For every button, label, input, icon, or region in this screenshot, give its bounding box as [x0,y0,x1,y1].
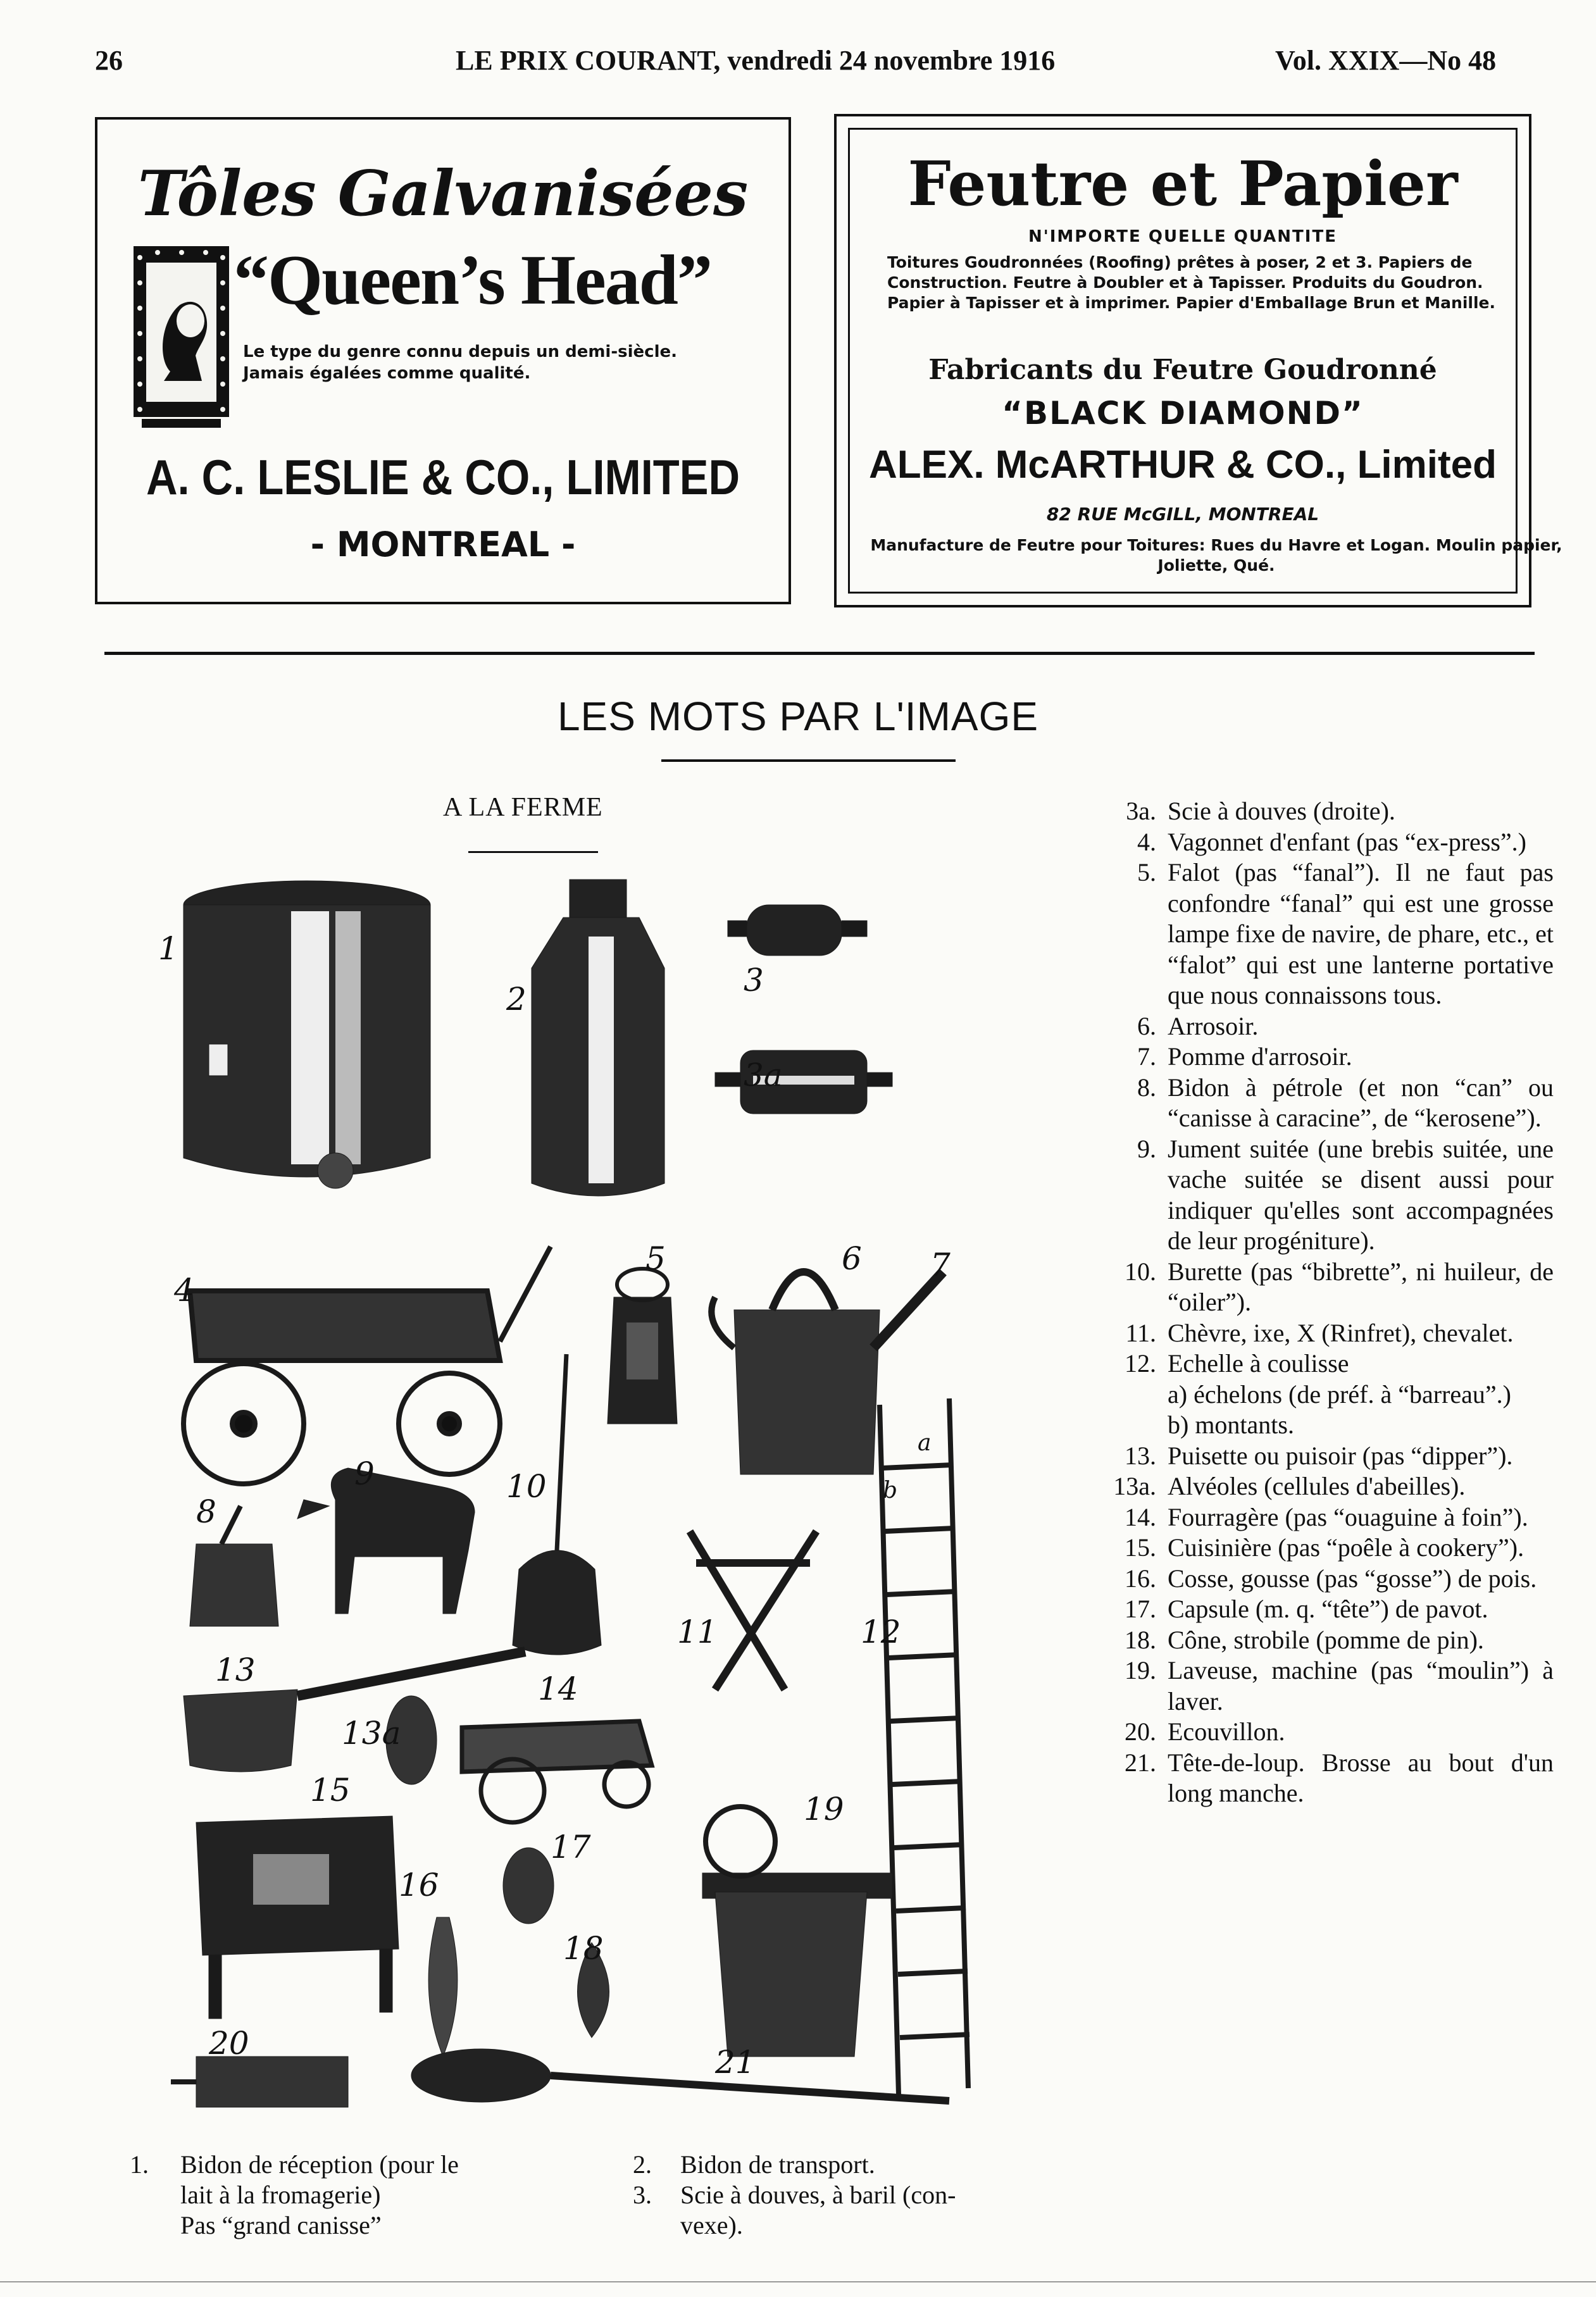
ad-fabricants: Fabricants du Feutre Goudronné [928,354,1437,386]
legend-item [1111,1594,1554,1625]
item-text [180,2150,459,2241]
legend-text: Alvéoles (cellules d'abeilles). [1168,1472,1466,1500]
cosse-icon [428,1917,458,2057]
illus-label-12: 12 [861,1614,901,1650]
legend-number [1111,1379,1168,1410]
legend-number: 13. [1125,1441,1156,1470]
legend-item [1111,1318,1554,1349]
legend-text: Fourragère (pas “ouaguine à foin”). [1168,1502,1528,1531]
legend-number: 19. [1125,1656,1156,1684]
ad-city: - MONTREAL - [310,525,576,564]
ad-company: A. C. LESLIE & CO., LIMITED [146,449,740,505]
illus-label-21: 21 [715,2044,756,2081]
queens-head-stamp-icon [132,245,230,428]
advertisement-toles-galvanisees [95,117,791,604]
section-subtitle: A LA FERME [443,793,603,822]
advertisement-feutre-papier [834,114,1562,607]
legend-number: 10. [1125,1257,1156,1286]
ad-title: Tôles Galvanisées [137,158,749,230]
item-text [680,2180,956,2241]
legend-item [1111,1441,1554,1472]
laveuse-icon [702,1807,892,2057]
legend-text: Scie à douves (droite). [1168,797,1395,825]
scie-douves-icon [715,905,892,1114]
legend-text: Cosse, gousse (pas “gosse”) de pois. [1168,1564,1537,1593]
legend-text: Arrosoir. [1168,1011,1259,1040]
item-text-line: Bidon de transport. [680,2150,875,2179]
arrosoir-icon [711,1272,943,1474]
subtitle-underline [468,851,598,853]
legend-number: 5. [1137,858,1156,887]
illus-label-6: 6 [842,1240,862,1277]
legend-text: Cuisinière (pas “poêle à cookery”). [1168,1533,1524,1562]
ad-paragraph: Toitures Goudronnées (Roofing) prêtes à poser, 2 et 3. Papiers de Construction. Feutre à Doubler et à Tapisser. Produits du Goudron. Papier à Tapisser et à imprimer. Papier d'Emballage Brun et Manille. [887,253,1496,312]
legend-number [1111,1410,1168,1441]
legend-number: 16. [1125,1564,1156,1593]
legend-number: 3a. [1126,797,1156,825]
legend-number: 18. [1125,1625,1156,1654]
legend-text: Cône, strobile (pomme de pin). [1168,1625,1484,1654]
legend-item [1111,1042,1554,1073]
legend-text: Ecouvillon. [1168,1717,1285,1746]
ad-tagline-line: Jamais égalées comme qualité. [243,364,531,383]
volume-number: Vol. XXIX—No 48 [1275,45,1497,76]
illus-label-1: 1 [158,930,178,967]
legend-text: Pomme d'arrosoir. [1168,1042,1352,1071]
legend-number: 6. [1137,1011,1156,1040]
ad-manufacture: Manufacture de Feutre pour Toitures: Rues du Havre et Logan. Moulin papier, Joliette, Qué. [870,536,1562,575]
legend-number: 12. [1125,1349,1156,1378]
legend-text: Chèvre, ixe, X (Rinfret), chevalet. [1168,1318,1514,1347]
tete-de-loup-icon [411,2049,949,2102]
ad-title: Feutre et Papier [907,148,1458,220]
legend-item [1111,1257,1554,1318]
legend-text: Puisette ou puisoir (pas “dipper”). [1168,1441,1513,1470]
legend-text: Laveuse, machine (pas “moulin”) à laver. [1168,1656,1554,1715]
illus-label-13: 13 [215,1652,256,1688]
falot-icon [608,1269,677,1424]
item-number: 1. [130,2150,149,2179]
bidon-transport-icon [532,880,664,1196]
section-title: LES MOTS PAR L'IMAGE [557,694,1039,739]
ad-company: ALEX. McARTHUR & CO., Limited [868,443,1497,487]
item-text-line: Bidon de réception (pour le [180,2150,459,2179]
legend-list [1111,796,1554,1809]
legend-item [1111,796,1554,827]
item-number: 3. [633,2181,652,2209]
illus-label-19: 19 [804,1791,844,1827]
legend-number: 11. [1125,1318,1156,1347]
legend-text: Bidon à pétrole (et non “can” ou “canisse à caracine”, de “kerosene”). [1168,1073,1554,1132]
bottom-item-2 [633,2150,1076,2181]
ecouvillon-icon [171,2057,348,2107]
queens-head-logo [132,245,230,428]
section-divider [104,652,1535,655]
legend-number: 14. [1125,1502,1156,1531]
legend-text: Vagonnet d'enfant (pas “ex-press”.) [1168,827,1526,856]
item-text-line: Pas “grand canisse” [180,2211,382,2239]
cuisiniere-icon [196,1816,399,2019]
legend-item [1111,1655,1554,1717]
illus-label-8: 8 [196,1493,216,1530]
legend-number: 9. [1137,1134,1156,1163]
ad-tagline [243,341,762,384]
illus-label-2: 2 [506,981,527,1018]
illus-label-a: a [918,1430,932,1456]
illus-label-b: b [883,1478,898,1503]
item-text-line: Scie à douves, à baril (con- [680,2181,956,2209]
legend-number: 8. [1137,1073,1156,1102]
illus-label-13a: 13a [342,1715,401,1752]
bidon-reception-icon [184,881,430,1188]
legend-number: 13a. [1113,1472,1156,1500]
legend-item [1111,1379,1554,1410]
bottom-item-3 [633,2180,1076,2243]
item-text-line: lait à la fromagerie) [180,2181,381,2209]
item-text-line: vexe). [680,2211,743,2239]
illus-label-20: 20 [209,2025,249,2062]
legend-item [1111,1011,1554,1042]
legend-number: 15. [1125,1533,1156,1562]
capsule-icon [503,1848,554,1924]
legend-item [1111,1348,1554,1379]
legend-number: 17. [1125,1595,1156,1623]
farm-illustration [146,867,987,2120]
legend-item [1111,1533,1554,1564]
illus-label-10: 10 [506,1468,547,1505]
jument-icon [297,1468,475,1614]
legend-item [1111,1073,1554,1134]
page-number: 26 [95,45,123,76]
chevre-icon [690,1531,816,1690]
illus-label-16: 16 [399,1867,439,1903]
legend-item [1111,827,1554,858]
legend-text: Jument suitée (une brebis suitée, une vache suitée se disent aussi pour indiquer qu'elles sont accompagnées de leur progéniture). [1168,1134,1554,1255]
legend-text: Tête-de-loup. Brosse au bout d'un long manche. [1168,1748,1554,1807]
masthead: LE PRIX COURANT, vendredi 24 novembre 1916 [456,45,1056,76]
item-number: 2. [633,2150,652,2179]
illus-label-5: 5 [645,1240,666,1277]
ad-product: “BLACK DIAMOND” [1002,395,1364,432]
legend-item [1111,1748,1554,1809]
ad-brand: “Queen’s Head” [234,241,711,320]
fourragere-icon [462,1721,652,1822]
legend-number: 7. [1137,1042,1156,1071]
legend-text: b) montants. [1168,1410,1294,1439]
legend-number: 20. [1125,1717,1156,1746]
illus-label-3: 3 [744,962,764,999]
legend-item [1111,857,1554,1011]
vagonnet-icon [184,1247,551,1484]
legend-item [1111,1502,1554,1533]
legend-number: 21. [1125,1748,1156,1777]
illus-label-7: 7 [930,1247,951,1283]
legend-item [1111,1717,1554,1748]
legend-text: Capsule (m. q. “tête”) de pavot. [1168,1595,1488,1623]
title-underline [661,759,956,762]
illus-label-14: 14 [538,1671,578,1707]
ad-address: 82 RUE McGILL, MONTREAL [1046,504,1319,525]
legend-item [1111,1471,1554,1502]
legend-item [1111,1564,1554,1595]
legend-item [1111,1134,1554,1257]
legend-text: Falot (pas “fanal”). Il ne faut pas confondre “fanal” qui est une grosse lampe fixe de navire, de phare, etc., et “falot” qui est une lanterne portative que nous connaissons tous. [1168,858,1554,1009]
illus-label-3a: 3a [744,1057,783,1093]
illus-label-9: 9 [354,1455,375,1492]
legend-item [1111,1625,1554,1656]
item-text [680,2150,875,2180]
illus-label-4: 4 [174,1272,194,1309]
legend-number: 4. [1137,827,1156,856]
illus-label-15: 15 [310,1772,351,1808]
legend-item [1111,1410,1554,1441]
illus-label-11: 11 [677,1614,718,1650]
illus-label-18: 18 [563,1930,604,1967]
legend-text: Echelle à coulisse [1168,1349,1349,1378]
page-bottom-rule [0,2281,1596,2282]
legend-text: Burette (pas “bibrette”, ni huileur, de “oiler”). [1168,1257,1554,1316]
ad-tagline-line: Le type du genre connu depuis un demi-siècle. [243,342,677,361]
legend-text: a) échelons (de préf. à “barreau”.) [1168,1379,1511,1409]
illus-label-17: 17 [551,1829,591,1865]
ad-subtitle: N'IMPORTE QUELLE QUANTITE [1028,227,1337,246]
bottom-item-1 [130,2150,573,2244]
